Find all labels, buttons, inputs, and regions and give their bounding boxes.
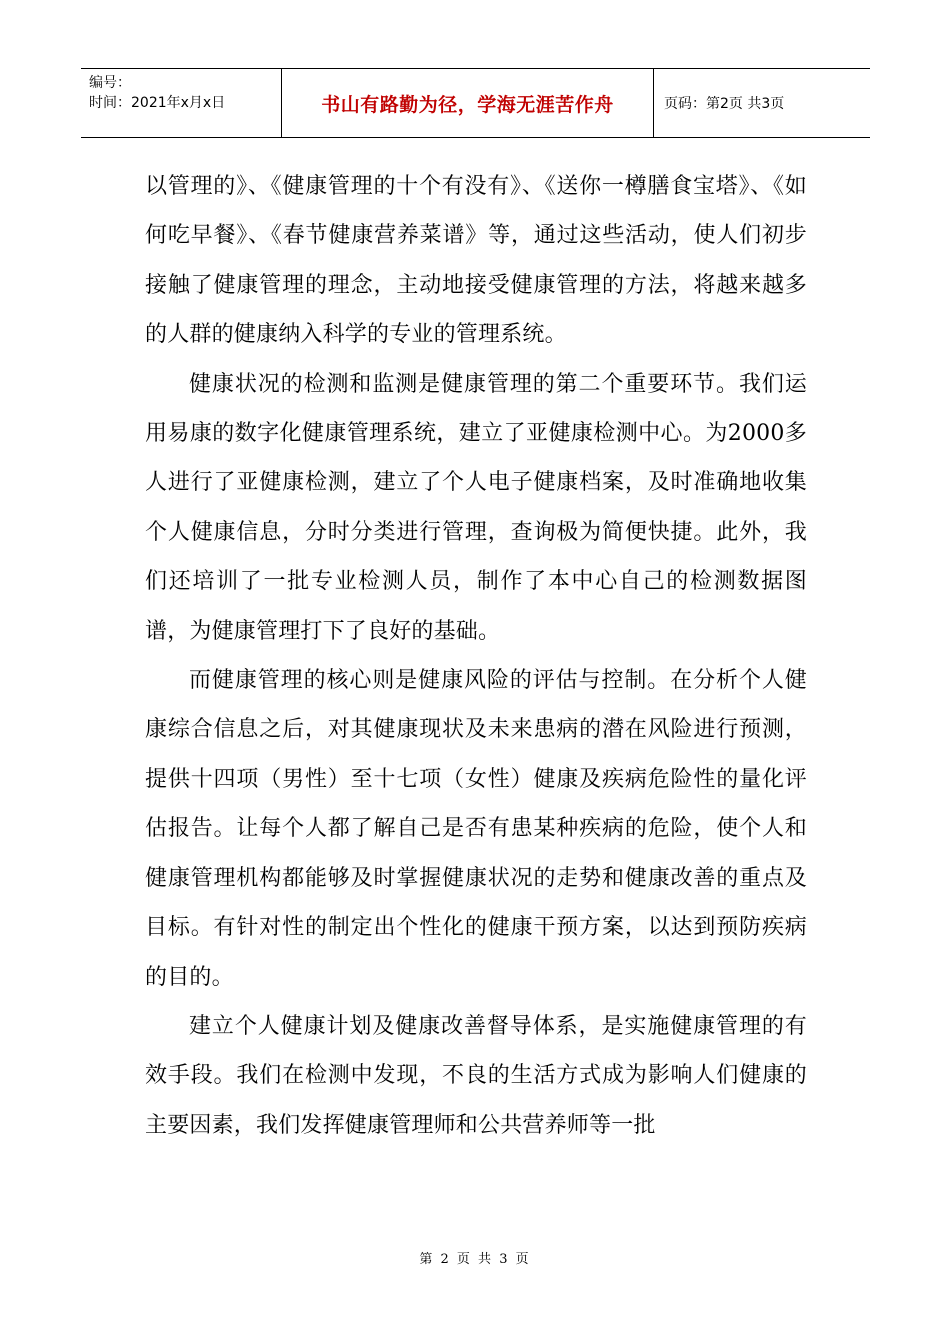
paragraph-risk-assessment: 而健康管理的核心则是健康风险的评估与控制。在分析个人健康综合信息之后，对其健康现状及未来患病的潜在风险进行预测，提供十四项（男性）至十七项（女性）健康及疾病危险性的量化评估报告。让每个人都了解自己是否有患某种疾病的危险，使个人和健康管理机构都能够及时掌握健康状况的走势和健康改善的重点及目标。有针对性的制定出个性化的健康干预方案，以达到预防疾病的目的。 [145, 668, 807, 990]
document-number-label: 编号： [89, 75, 131, 91]
paragraph-continued: 以管理的》、《健康管理的十个有没有》、《送你一樽膳食宝塔》、《如何吃早餐》、《春节健康营养菜谱》等，通过这些活动，使人们初步接触了健康管理的理念，主动地接受健康管理的方法，将越来越多的人群的健康纳入科学的专业的管理系统。 [145, 174, 807, 348]
document-time-label: 时间：2021年x月x日 [89, 95, 226, 111]
header-motto: 书山有路勤为径，学海无涯苦作舟 [282, 69, 654, 137]
header-meta [81, 69, 282, 137]
document-body [145, 162, 807, 1150]
page-header [81, 68, 870, 138]
header-page-code: 页码：第2页 共3页 [664, 96, 785, 112]
page-footer: 第 2 页 共 3 页 [419, 1252, 531, 1267]
paragraph-health-plan: 建立个人健康计划及健康改善督导体系，是实施健康管理的有效手段。我们在检测中发现，不良的生活方式成为影响人们健康的主要因素，我们发挥健康管理师和公共营养师等一批 [145, 1013, 807, 1138]
paragraph-health-monitoring: 健康状况的检测和监测是健康管理的第二个重要环节。我们运用易康的数字化健康管理系统，建立了亚健康检测中心。为2000多人进行了亚健康检测，建立了个人电子健康档案，及时准确地收集个人健康信息，分时分类进行管理，查询极为简便快捷。此外，我们还培训了一批专业检测人员，制作了本中心自己的检测数据图谱，为健康管理打下了良好的基础。 [145, 371, 807, 644]
